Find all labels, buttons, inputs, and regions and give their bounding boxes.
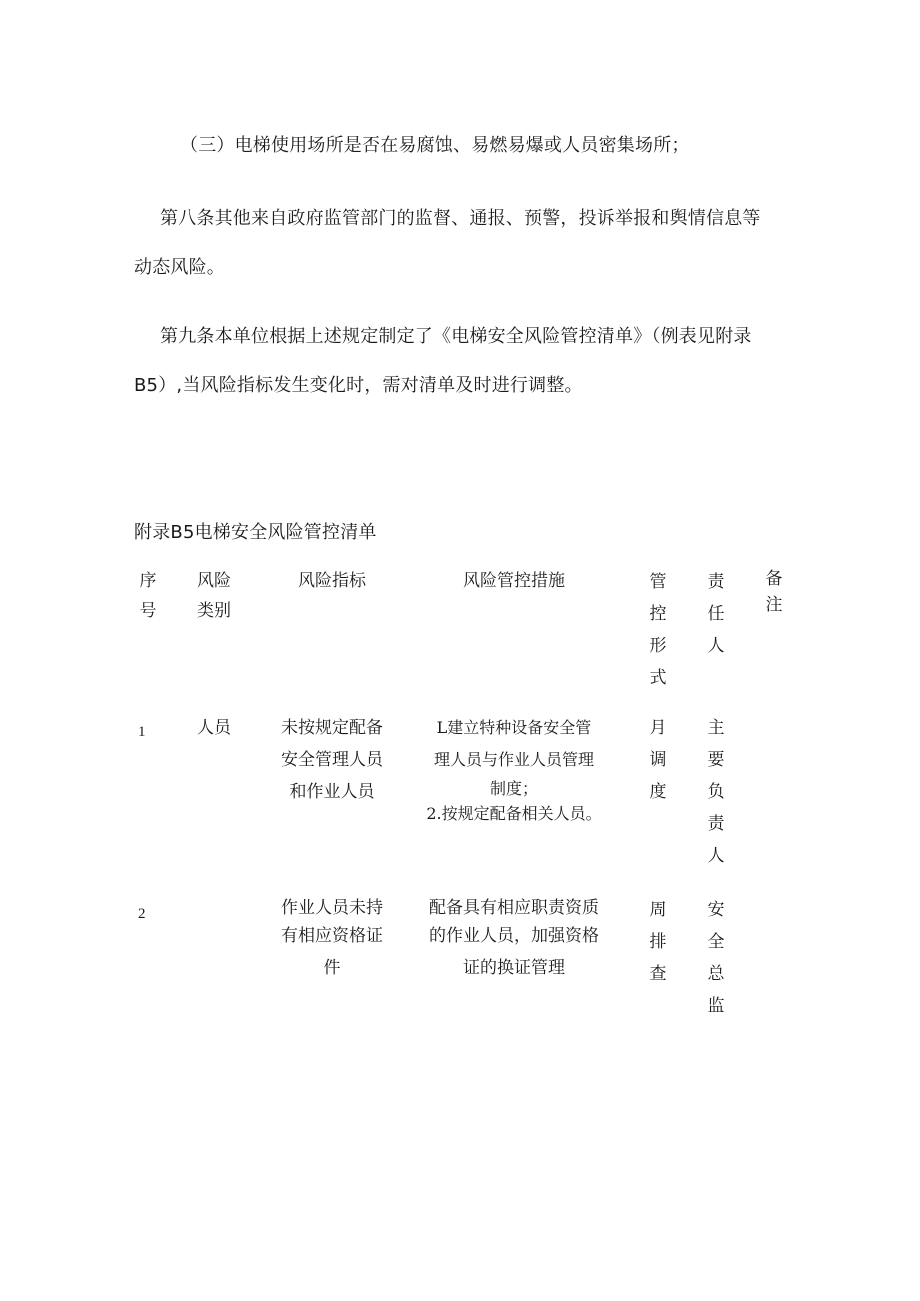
header-owner: 责 任 人: [707, 572, 725, 656]
item-3-text: （三）电梯使用场所是否在易腐蚀、易燃易爆或人员密集场所；: [180, 135, 690, 156]
row-1-category: 人员: [197, 718, 231, 738]
article-8-line-2: 动态风险。: [134, 257, 225, 278]
row-1-form: 月 调 度: [649, 718, 667, 802]
row-1-seq: 1: [138, 724, 146, 740]
header-remark: 备 注: [765, 569, 783, 615]
header-measures: 风险管控措施: [463, 571, 565, 591]
article-9-line-2: B5）,当风险指标发生变化时，需对清单及时进行调整。: [134, 375, 583, 396]
header-seq: 序 号: [139, 571, 157, 621]
row-2-indicator: 作业人员未持 有相应资格证 件: [281, 898, 383, 978]
header-form: 管 控 形 式: [649, 572, 667, 688]
row-2-owner: 安 全 总 监: [707, 900, 725, 1016]
header-category: 风险 类别: [197, 571, 231, 621]
appendix-title: 附录B5电梯安全风险管控清单: [134, 522, 377, 543]
header-indicator: 风险指标: [298, 571, 366, 591]
row-2-form: 周 排 查: [649, 900, 667, 984]
row-1-owner: 主 要 负 责 人: [707, 718, 725, 866]
row-2-seq: 2: [138, 906, 146, 922]
row-2-measures: 配备具有相应职责资质 的作业人员，加强资格 证的换证管理: [429, 898, 599, 978]
article-9-line-1: 第九条本单位根据上述规定制定了《电梯安全风险管控清单》（例表见附录: [160, 326, 752, 347]
row-1-indicator: 未按规定配备 安全管理人员 和作业人员: [281, 718, 383, 802]
article-8-line-1: 第八条其他来自政府监管部门的监督、通报、预警，投诉举报和舆情信息等: [160, 208, 761, 229]
row-1-measures: L建立特种设备安全管 理人员与作业人员管理 制度； 2.按规定配备相关人员。: [426, 718, 602, 823]
